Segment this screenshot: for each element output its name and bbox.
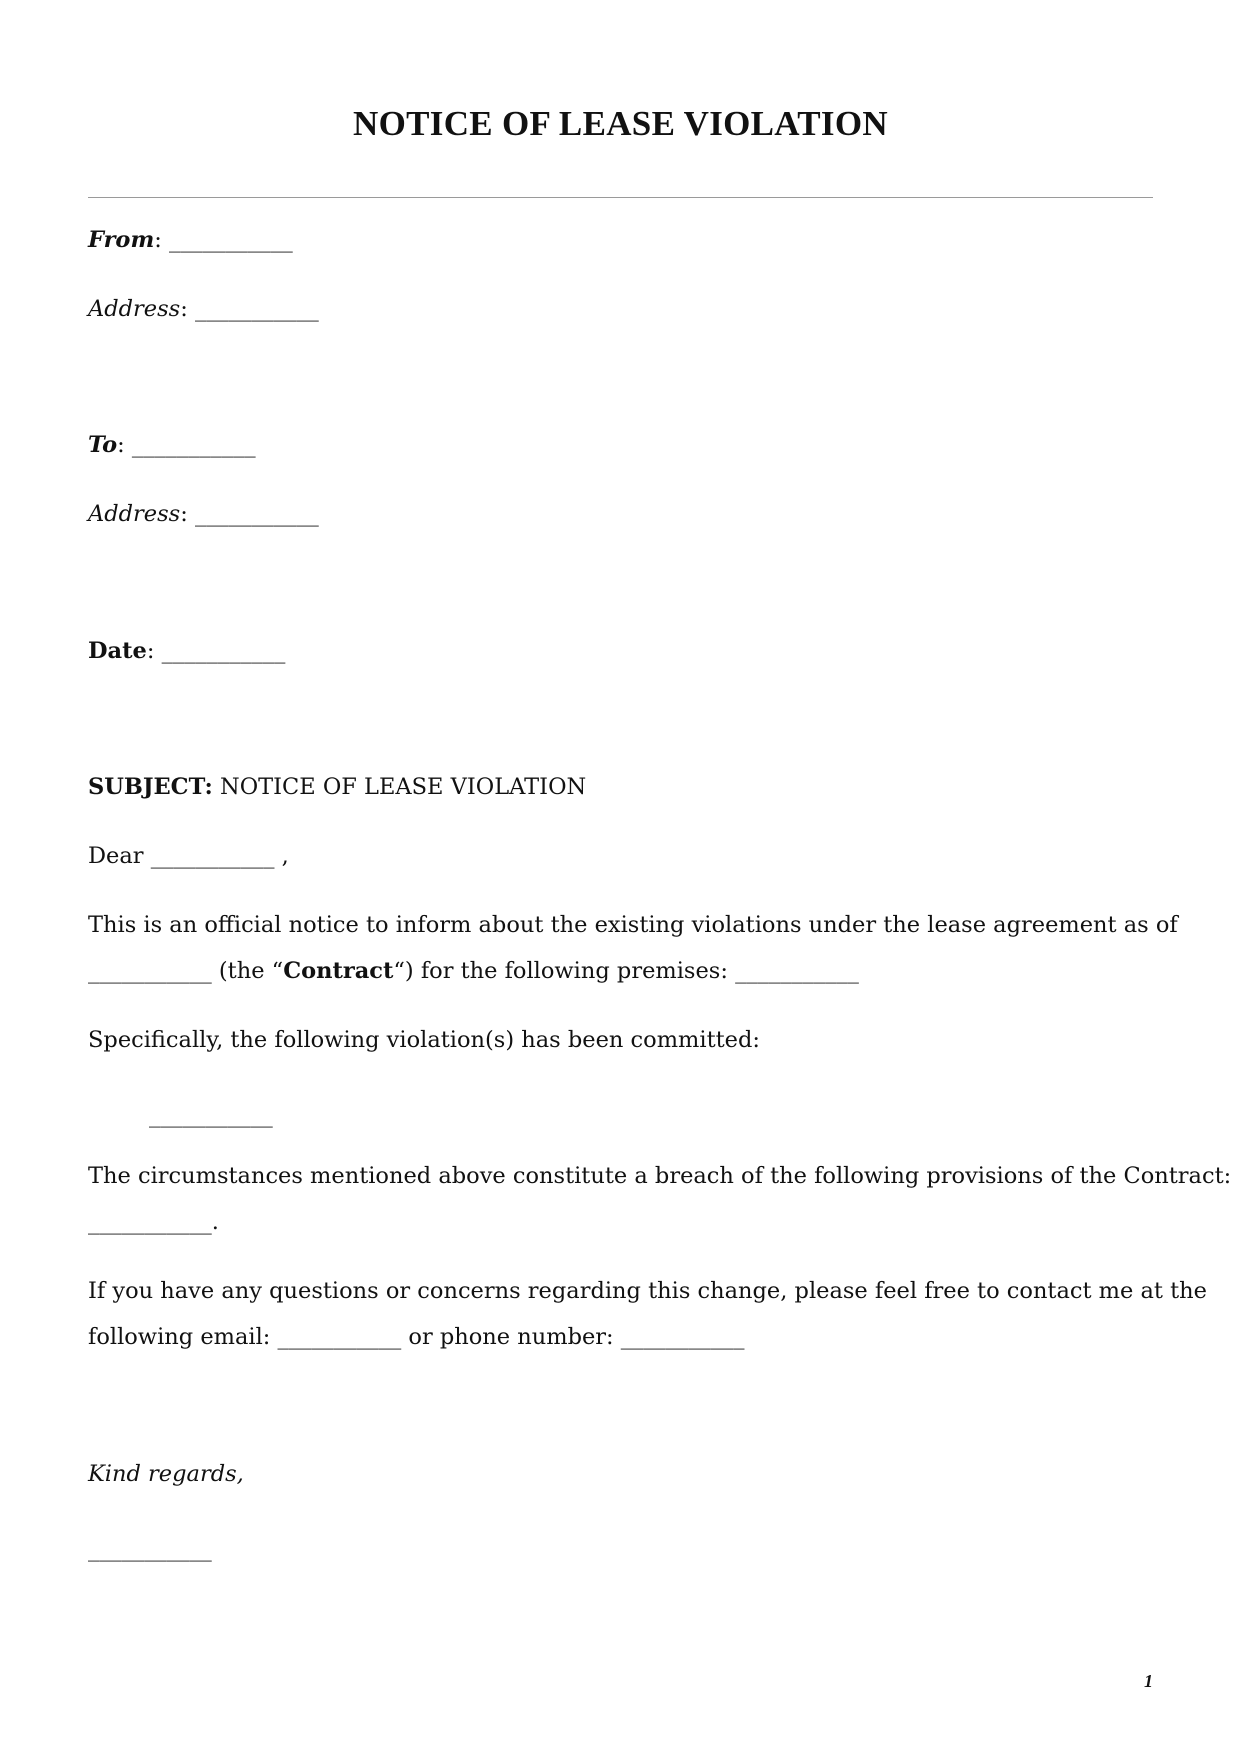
paragraph-3-line-1: The circumstances mentioned above constitute a breach of the following provisions of the Contract: bbox=[88, 1163, 1232, 1189]
phone-blank: ___________ bbox=[620, 1324, 745, 1350]
phone-label: or phone number: bbox=[401, 1324, 621, 1350]
to-address-label: Address bbox=[88, 501, 181, 527]
from-blank: ___________ bbox=[169, 227, 293, 253]
date-blank: ___________ bbox=[161, 638, 286, 664]
salutation-line bbox=[88, 841, 289, 871]
from-colon: : bbox=[154, 227, 162, 253]
salutation-comma: , bbox=[274, 843, 289, 869]
paragraph-4-line-2 bbox=[88, 1322, 745, 1352]
salutation-blank: ___________ bbox=[150, 843, 275, 869]
from-address-line bbox=[88, 294, 319, 324]
subject-text: NOTICE OF LEASE VIOLATION bbox=[220, 774, 587, 800]
provisions-blank: ___________ bbox=[88, 1209, 212, 1235]
page-number: 1 bbox=[1144, 1671, 1153, 1691]
to-label: To bbox=[88, 432, 118, 458]
paragraph-1-line-1: This is an official notice to inform about the existing violations under the lease agreement as of bbox=[88, 912, 1178, 938]
violation-blank: ___________ bbox=[149, 1102, 273, 1128]
to-line bbox=[88, 430, 256, 460]
subject-line bbox=[88, 772, 586, 802]
paragraph-3-line-2 bbox=[88, 1207, 219, 1237]
document-title: NOTICE OF LEASE VIOLATION bbox=[353, 104, 888, 143]
paragraph-3-period: . bbox=[211, 1209, 219, 1235]
subject-label: SUBJECT: bbox=[88, 774, 213, 800]
to-colon: : bbox=[117, 432, 125, 458]
email-blank: ___________ bbox=[277, 1324, 402, 1350]
to-blank: ___________ bbox=[131, 432, 256, 458]
to-address-blank: ___________ bbox=[194, 501, 319, 527]
email-label: following email: bbox=[88, 1324, 278, 1350]
premises-blank: ___________ bbox=[735, 958, 859, 984]
from-line bbox=[88, 225, 293, 255]
from-address-blank: ___________ bbox=[194, 296, 319, 322]
to-address-line bbox=[88, 499, 319, 529]
from-address-label: Address bbox=[88, 296, 181, 322]
contract-term: Contract bbox=[283, 958, 394, 984]
to-address-colon: : bbox=[180, 501, 188, 527]
salutation-dear: Dear bbox=[88, 843, 144, 869]
paragraph-1-line-2 bbox=[88, 956, 859, 986]
paragraph-2: Specifically, the following violation(s) has been committed: bbox=[88, 1027, 760, 1053]
agreement-date-blank: ___________ bbox=[88, 958, 212, 984]
paragraph-1-after: “) for the following premises: bbox=[393, 958, 736, 984]
from-label: From bbox=[88, 227, 155, 253]
date-label: Date bbox=[88, 638, 147, 664]
date-line bbox=[88, 636, 285, 666]
date-colon: : bbox=[146, 638, 155, 664]
from-address-colon: : bbox=[180, 296, 188, 322]
paragraph-4-line-1: If you have any questions or concerns regarding this change, please feel free to contact me at the bbox=[88, 1278, 1207, 1304]
header-divider bbox=[88, 197, 1153, 198]
closing: Kind regards, bbox=[88, 1461, 244, 1487]
signature-blank: ___________ bbox=[88, 1536, 212, 1562]
paragraph-1-before: (the “ bbox=[211, 958, 284, 984]
